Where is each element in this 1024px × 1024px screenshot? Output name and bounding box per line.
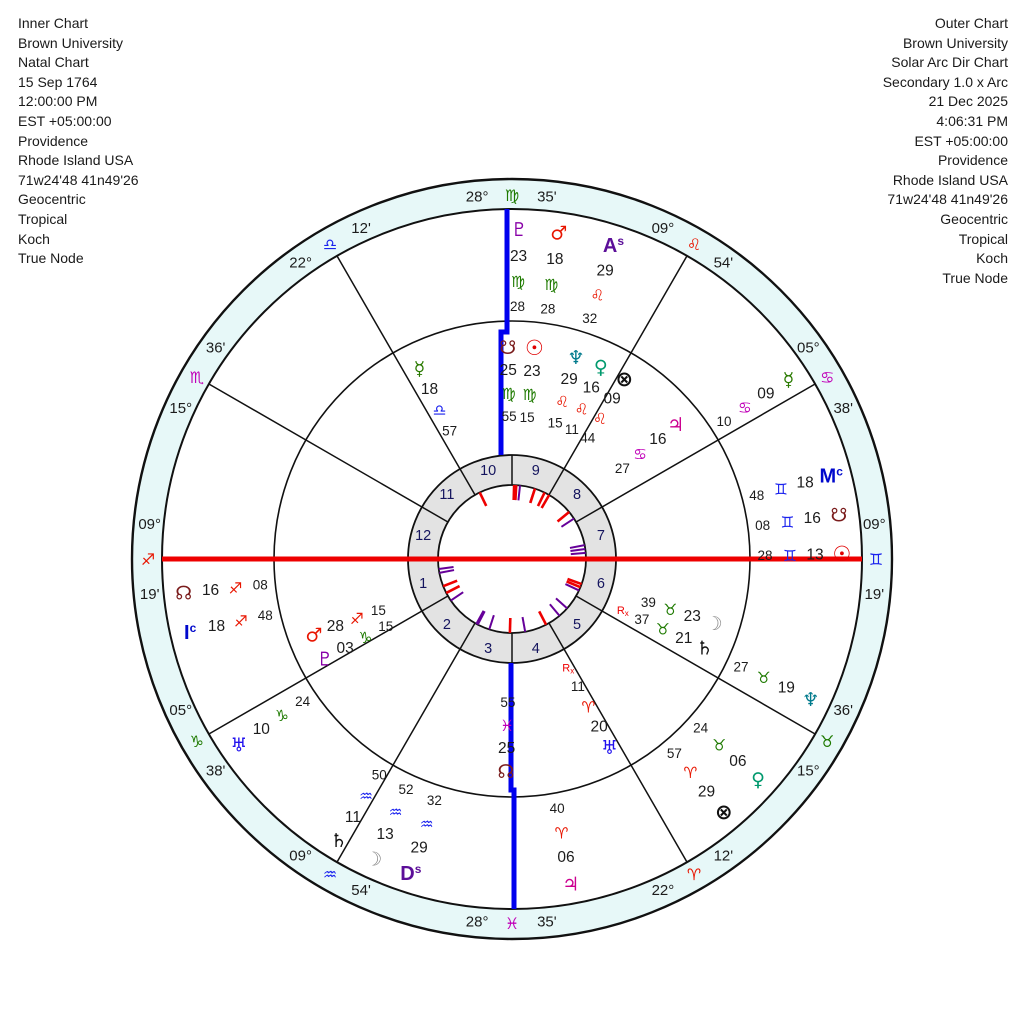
degree-value: 09 bbox=[757, 385, 775, 403]
ari-sign-icon: ♈ bbox=[554, 824, 569, 843]
house-number-7: 7 bbox=[596, 528, 605, 545]
degree-value: 18 bbox=[546, 251, 564, 269]
minute-value: 40 bbox=[549, 800, 565, 816]
leo-sign-icon: ♌ bbox=[592, 410, 607, 429]
neptune-icon: ♆ bbox=[567, 346, 585, 369]
header-line: Koch bbox=[18, 230, 50, 247]
house-number-1: 1 bbox=[419, 575, 428, 592]
venus-icon: ♀ bbox=[751, 768, 765, 791]
minute-value: 15 bbox=[370, 602, 386, 618]
vir-sign-icon: ♍ bbox=[504, 186, 520, 205]
moon-icon: ☽ bbox=[705, 612, 723, 635]
house-number-9: 9 bbox=[531, 463, 540, 480]
header-line: Rhode Island USA bbox=[18, 152, 134, 169]
cusp-degree: 15° bbox=[796, 762, 820, 780]
minute-value: 27 bbox=[733, 659, 749, 675]
cusp-minute: 12' bbox=[351, 219, 371, 237]
minute-value: 15 bbox=[547, 415, 563, 431]
sag-sign-icon: ♐ bbox=[349, 610, 364, 629]
minute-value: 08 bbox=[252, 577, 268, 593]
cusp-degree: 09° bbox=[862, 516, 886, 534]
degree-value: 18 bbox=[796, 474, 814, 492]
tau-sign-icon: ♉ bbox=[712, 736, 727, 755]
degree-value: 03 bbox=[336, 639, 354, 657]
aqu-sign-icon: ♒ bbox=[322, 865, 338, 885]
header-line: Rhode Island USA bbox=[892, 171, 1008, 188]
aqu-sign-icon: ♒ bbox=[359, 787, 374, 806]
gem-sign-icon: ♊ bbox=[868, 550, 884, 569]
tau-sign-icon: ♉ bbox=[756, 669, 771, 688]
minute-value: 10 bbox=[716, 413, 732, 429]
cusp-degree: 22° bbox=[289, 254, 312, 272]
leo-sign-icon: ♌ bbox=[686, 234, 702, 254]
minute-value: 28 bbox=[757, 548, 773, 564]
degree-value: 23 bbox=[509, 248, 528, 266]
house-number-10: 10 bbox=[480, 463, 497, 480]
degree-value: 16 bbox=[649, 430, 667, 448]
minute-value: 48 bbox=[749, 487, 765, 503]
vir-sign-icon: ♍ bbox=[511, 273, 525, 292]
header-line: EST +05:00:00 bbox=[18, 112, 112, 129]
ari-sign-icon: ♈ bbox=[683, 764, 698, 783]
degree-value: 16 bbox=[582, 379, 600, 397]
minute-value: 48 bbox=[257, 607, 273, 623]
degree-value: 29 bbox=[697, 783, 716, 801]
header-line: Tropical bbox=[958, 230, 1008, 247]
gem-sign-icon: ♊ bbox=[780, 513, 795, 532]
cusp-degree: 09° bbox=[138, 516, 162, 534]
vir-sign-icon: ♍ bbox=[501, 385, 516, 404]
degree-value: 13 bbox=[376, 826, 394, 844]
minute-value: 32 bbox=[582, 311, 598, 327]
minute-value: 57 bbox=[442, 423, 458, 439]
header-line: Providence bbox=[937, 152, 1008, 169]
header-line: Outer Chart bbox=[934, 15, 1008, 31]
ari-sign-icon: ♈ bbox=[581, 698, 596, 717]
pluto-icon: ♇ bbox=[316, 648, 334, 671]
descendant-icon: $D^s$ bbox=[400, 862, 422, 886]
sag-sign-icon: ♐ bbox=[140, 550, 156, 569]
house-number-2: 2 bbox=[442, 617, 451, 634]
header-line: Tropical bbox=[18, 210, 68, 227]
leo-sign-icon: ♌ bbox=[555, 392, 570, 411]
minute-value: 37 bbox=[634, 611, 650, 627]
cusp-degree: 09° bbox=[651, 219, 675, 237]
north-node-icon: ☊ bbox=[497, 760, 515, 783]
uranus-icon: ♅ bbox=[230, 734, 248, 757]
gem-sign-icon: ♊ bbox=[783, 546, 797, 565]
minute-value: 50 bbox=[371, 767, 387, 783]
venus-icon: ♀ bbox=[593, 356, 608, 379]
minute-value: 55 bbox=[500, 694, 516, 710]
cap-sign-icon: ♑ bbox=[358, 629, 373, 648]
minute-value: 39 bbox=[640, 595, 656, 611]
header-line: True Node bbox=[18, 250, 84, 267]
vir-sign-icon: ♍ bbox=[522, 385, 537, 404]
ic-icon: $I^c$ bbox=[184, 620, 197, 644]
degree-value: 09 bbox=[603, 390, 621, 408]
degree-value: 25 bbox=[499, 362, 517, 380]
cusp-degree: 15° bbox=[169, 400, 193, 418]
minute-value: 52 bbox=[398, 781, 414, 797]
neptune-icon: ♆ bbox=[802, 689, 820, 712]
cusp-minute: 54' bbox=[713, 254, 734, 272]
ari-sign-icon: ♈ bbox=[686, 865, 702, 885]
house-number-8: 8 bbox=[573, 486, 582, 503]
degree-value: 23 bbox=[523, 363, 541, 381]
degree-value: 06 bbox=[557, 849, 575, 867]
header-line: Geocentric bbox=[940, 210, 1008, 227]
gem-sign-icon: ♊ bbox=[773, 480, 788, 499]
header-line: EST +05:00:00 bbox=[914, 132, 1008, 149]
cusp-minute: 54' bbox=[351, 882, 371, 900]
header-line: 71w24'48 41n49'26 bbox=[18, 171, 139, 188]
tau-sign-icon: ♉ bbox=[663, 600, 678, 619]
can-sign-icon: ♋ bbox=[737, 399, 752, 418]
mars-icon: ♂ bbox=[305, 624, 323, 647]
can-sign-icon: ♋ bbox=[820, 368, 835, 387]
degree-value: 06 bbox=[729, 752, 747, 770]
header-line: 21 Dec 2025 bbox=[928, 93, 1008, 110]
cusp-minute: 35' bbox=[537, 188, 557, 206]
header-line: 15 Sep 1764 bbox=[18, 73, 98, 90]
degree-value: 29 bbox=[596, 262, 614, 280]
moon-icon: ☽ bbox=[365, 848, 383, 871]
header-line: Brown University bbox=[902, 34, 1008, 51]
minute-value: 24 bbox=[295, 694, 311, 710]
minute-value: 15 bbox=[378, 619, 394, 635]
degree-value: 21 bbox=[675, 629, 693, 647]
header-line: Natal Chart bbox=[18, 54, 89, 71]
cusp-degree: 28° bbox=[465, 188, 489, 206]
degree-value: 25 bbox=[497, 739, 516, 757]
cusp-minute: 38' bbox=[833, 400, 854, 418]
house-number-4: 4 bbox=[531, 640, 540, 657]
minute-value: 28 bbox=[540, 301, 556, 317]
minute-value: 11 bbox=[564, 422, 579, 438]
degree-value: 29 bbox=[410, 839, 428, 857]
header-line: Solar Arc Dir Chart bbox=[891, 54, 1008, 71]
header-line: Inner Chart bbox=[18, 15, 89, 31]
can-sign-icon: ♋ bbox=[633, 445, 648, 464]
house-number-12: 12 bbox=[415, 528, 432, 545]
degree-value: 19 bbox=[777, 679, 795, 697]
minute-value: 27 bbox=[614, 461, 630, 477]
lib-sign-icon: ♎ bbox=[432, 401, 447, 420]
vir-sign-icon: ♍ bbox=[544, 275, 559, 294]
sun-icon: ☉ bbox=[524, 336, 544, 361]
cusp-degree: 05° bbox=[796, 339, 820, 357]
house-number-3: 3 bbox=[484, 640, 493, 657]
tau-sign-icon: ♉ bbox=[820, 732, 835, 751]
south-node-icon: ☋ bbox=[499, 337, 517, 360]
cap-sign-icon: ♑ bbox=[275, 707, 289, 726]
aqu-sign-icon: ♒ bbox=[388, 803, 403, 822]
north-node-icon: ☊ bbox=[175, 582, 193, 605]
house-number-11: 11 bbox=[439, 486, 455, 503]
degree-value: 18 bbox=[207, 617, 226, 635]
cusp-minute: 12' bbox=[713, 847, 734, 865]
house-number-6: 6 bbox=[596, 575, 605, 592]
header-line: 12:00:00 PM bbox=[18, 93, 98, 110]
degree-value: 11 bbox=[344, 808, 362, 826]
lib-sign-icon: ♎ bbox=[322, 234, 338, 254]
fortune-icon: ⊗ bbox=[715, 800, 733, 825]
cusp-degree: 09° bbox=[289, 847, 312, 865]
natal-sun-position-tick bbox=[515, 485, 516, 500]
aqu-sign-icon: ♒ bbox=[419, 815, 434, 834]
degree-value: 20 bbox=[590, 718, 608, 736]
sag-sign-icon: ♐ bbox=[228, 579, 243, 598]
cusp-minute: 35' bbox=[537, 913, 557, 931]
cusp-minute: 36' bbox=[205, 339, 226, 357]
cap-sign-icon: ♑ bbox=[189, 732, 204, 751]
cusp-minute: 19' bbox=[864, 585, 885, 603]
degree-value: 16 bbox=[201, 581, 220, 599]
mercury-icon: ☿ bbox=[782, 368, 795, 391]
cusp-minute: 38' bbox=[205, 762, 226, 780]
degree-value: 23 bbox=[683, 607, 701, 625]
minute-value: 57 bbox=[666, 745, 682, 761]
sco-sign-icon: ♏ bbox=[189, 368, 204, 387]
cusp-degree: 22° bbox=[651, 882, 675, 900]
degree-value: 13 bbox=[806, 546, 824, 564]
sun-icon: ☉ bbox=[832, 541, 852, 566]
header-line: Providence bbox=[18, 132, 89, 149]
sag-sign-icon: ♐ bbox=[233, 612, 248, 631]
degree-value: 18 bbox=[420, 380, 439, 398]
cusp-degree: 05° bbox=[169, 701, 193, 719]
mercury-icon: ☿ bbox=[413, 358, 426, 381]
degree-value: 29 bbox=[560, 370, 578, 388]
cusp-degree: 28° bbox=[465, 913, 489, 931]
tau-sign-icon: ♉ bbox=[655, 620, 670, 639]
header-line: Brown University bbox=[18, 34, 124, 51]
degree-value: 16 bbox=[803, 510, 821, 528]
south-node-icon: ☋ bbox=[830, 504, 848, 527]
saturn-icon: ♄ bbox=[330, 829, 348, 852]
leo-sign-icon: ♌ bbox=[574, 400, 589, 419]
outer-sun-position-tick bbox=[571, 553, 586, 554]
minute-value: 32 bbox=[426, 792, 442, 808]
mars-icon: ♂ bbox=[550, 222, 568, 245]
house-10-cusp-label bbox=[466, 186, 557, 206]
midheaven-icon: $M^c$ bbox=[819, 464, 843, 488]
minute-value: 28 bbox=[509, 299, 526, 315]
retrograde-indicator: Rx bbox=[616, 604, 629, 618]
minute-value: 55 bbox=[501, 409, 517, 425]
header-line: Secondary 1.0 x Arc bbox=[882, 73, 1008, 90]
header-line: True Node bbox=[942, 269, 1008, 286]
pis-sign-icon: ♓ bbox=[500, 716, 515, 735]
header-line: 71w24'48 41n49'26 bbox=[887, 191, 1008, 208]
header-line: 4:06:31 PM bbox=[936, 112, 1008, 129]
jupiter-icon: ♃ bbox=[562, 873, 580, 896]
minute-value: 24 bbox=[693, 720, 709, 736]
house-4-cusp-label bbox=[466, 913, 557, 933]
minute-value: 08 bbox=[755, 517, 771, 533]
cusp-minute: 19' bbox=[139, 585, 160, 603]
jupiter-icon: ♃ bbox=[667, 414, 685, 437]
minute-value: 11 bbox=[570, 678, 585, 694]
pluto-icon: ♇ bbox=[510, 219, 528, 242]
pis-sign-icon: ♓ bbox=[504, 914, 520, 933]
degree-value: 28 bbox=[326, 618, 344, 636]
leo-sign-icon: ♌ bbox=[590, 286, 605, 305]
saturn-icon: ♄ bbox=[696, 637, 714, 660]
retrograde-indicator: Rx bbox=[562, 662, 575, 676]
header-line: Koch bbox=[976, 250, 1008, 267]
header-line: Geocentric bbox=[18, 191, 86, 208]
cusp-minute: 36' bbox=[833, 701, 854, 719]
house-number-5: 5 bbox=[573, 617, 582, 634]
fortune-icon: ⊗ bbox=[615, 367, 634, 392]
degree-value: 10 bbox=[252, 721, 270, 739]
ascendant-icon: $A^s$ bbox=[602, 233, 625, 257]
minute-value: 44 bbox=[580, 430, 596, 446]
uranus-icon: ♅ bbox=[601, 737, 619, 760]
minute-value: 15 bbox=[519, 409, 535, 425]
